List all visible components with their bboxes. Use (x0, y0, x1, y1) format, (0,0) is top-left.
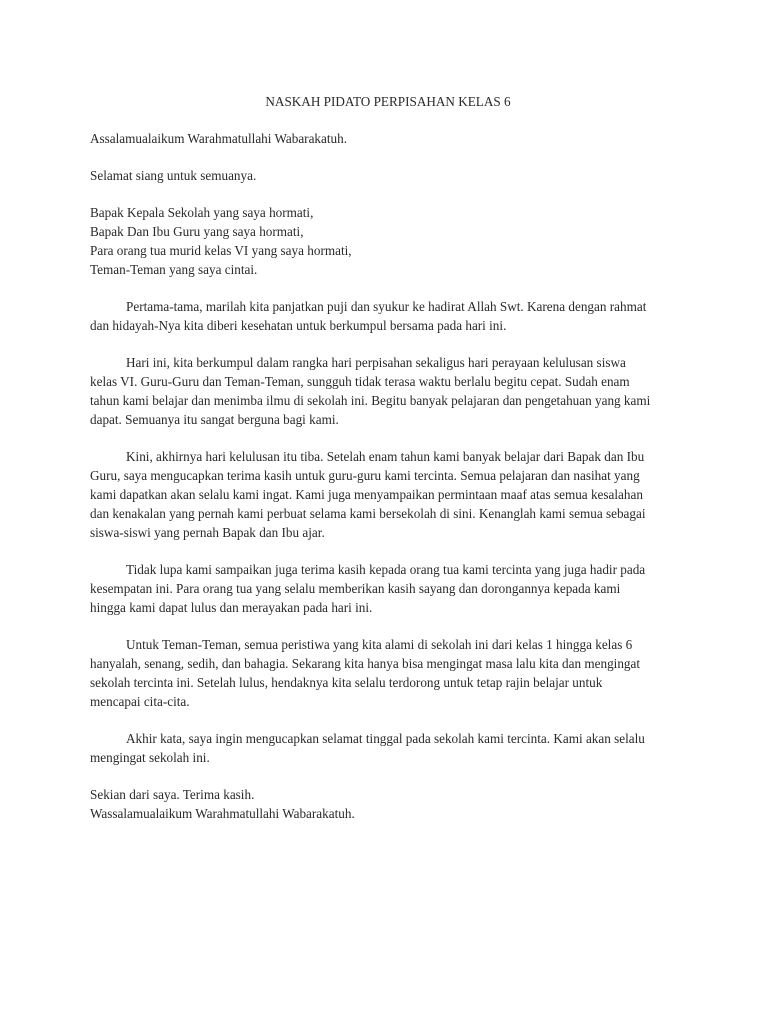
paragraph-line: sekolah tercinta ini. Setelah lulus, hendaknya kita selalu terdorong untuk tetap rajin belajar untuk (90, 675, 603, 690)
paragraph-opening (90, 297, 680, 335)
addressee-line: Para orang tua murid kelas VI yang saya hormati, (90, 243, 352, 258)
paragraph-line: Hari ini, kita berkumpul dalam rangka hari perpisahan sekaligus hari perayaan kelulusan siswa (126, 355, 626, 370)
paragraph-gathering (90, 353, 680, 429)
salam-waktu: Selamat siang untuk semuanya. (90, 168, 257, 183)
paragraph-line: dan kenakalan yang pernah kami perbuat selama kami bersekolah di sini. Kenanglah kami semua sebagai (90, 506, 646, 521)
document-title: NASKAH PIDATO PERPISAHAN KELAS 6 (265, 94, 511, 109)
paragraph-friends (90, 635, 680, 711)
paragraph-line: hanyalah, senang, sedih, dan bahagia. Sekarang kita hanya bisa mengingat masa lalu kita dan mengingat (90, 656, 641, 671)
paragraph-line: dan hidayah-Nya kita diberi kesehatan untuk berkumpul bersama pada hari ini. (90, 318, 507, 333)
paragraph-line: tahun kami belajar dan menimba ilmu di sekolah ini. Begitu banyak pelajaran dan pengetahuan yang kami (90, 393, 651, 408)
paragraph-line: hingga kami dapat lulus dan merayakan pada hari ini. (90, 600, 373, 615)
addressee-line: Teman-Teman yang saya cintai. (90, 262, 258, 277)
paragraph-line: Guru, saya mengucapkan terima kasih untuk guru-guru kami tercinta. Semua pelajaran dan nasihat yang (90, 468, 640, 483)
paragraph-thanks-parents (90, 560, 680, 617)
paragraph-farewell (90, 729, 680, 767)
paragraph-line: Pertama-tama, marilah kita panjatkan puji dan syukur ke hadirat Allah Swt. Karena dengan rahmat (126, 299, 647, 314)
paragraph-thanks-teachers (90, 447, 680, 542)
addressee-line: Bapak Dan Ibu Guru yang saya hormati, (90, 224, 304, 239)
addressee-list (90, 203, 680, 279)
paragraph-line: kelas VI. Guru-Guru dan Teman-Teman, sungguh tidak terasa waktu berlalu begitu cepat. Sudah enam (90, 374, 630, 389)
time-greeting (90, 166, 680, 185)
closing-section (90, 785, 680, 823)
paragraph-line: kesempatan ini. Para orang tua yang selalu memberikan kasih sayang dan dorongannya kepada kami (90, 581, 621, 596)
paragraph-line: siswa-siswi yang pernah Bapak dan Ibu ajar. (90, 525, 325, 540)
opening-greeting (90, 129, 680, 148)
paragraph-line: Akhir kata, saya ingin mengucapkan selamat tinggal pada sekolah kami tercinta. Kami akan selalu (126, 731, 645, 746)
paragraph-line: Tidak lupa kami sampaikan juga terima kasih kepada orang tua kami tercinta yang juga hadir pada (126, 562, 646, 577)
addressee-line: Bapak Kepala Sekolah yang saya hormati, (90, 205, 314, 220)
paragraph-line: Kini, akhirnya hari kelulusan itu tiba. Setelah enam tahun kami banyak belajar dari Bapak dan Ibu (126, 449, 645, 464)
salam-penutup: Wassalamualaikum Warahmatullahi Wabarakatuh. (90, 806, 355, 821)
paragraph-line: Untuk Teman-Teman, semua peristiwa yang kita alami di sekolah ini dari kelas 1 hingga kelas 6 (126, 637, 633, 652)
paragraph-line: dapat. Semuanya itu sangat berguna bagi kami. (90, 412, 339, 427)
salam-pembuka: Assalamualaikum Warahmatullahi Wabarakatuh. (90, 131, 348, 146)
document-body (90, 92, 680, 841)
closing-line: Sekian dari saya. Terima kasih. (90, 787, 255, 802)
paragraph-line: kami dapatkan akan selalu kami ingat. Kami juga menyampaikan permintaan maaf atas semua kesalahan (90, 487, 643, 502)
paragraph-line: mengingat sekolah ini. (90, 750, 210, 765)
paragraph-line: mencapai cita-cita. (90, 694, 190, 709)
